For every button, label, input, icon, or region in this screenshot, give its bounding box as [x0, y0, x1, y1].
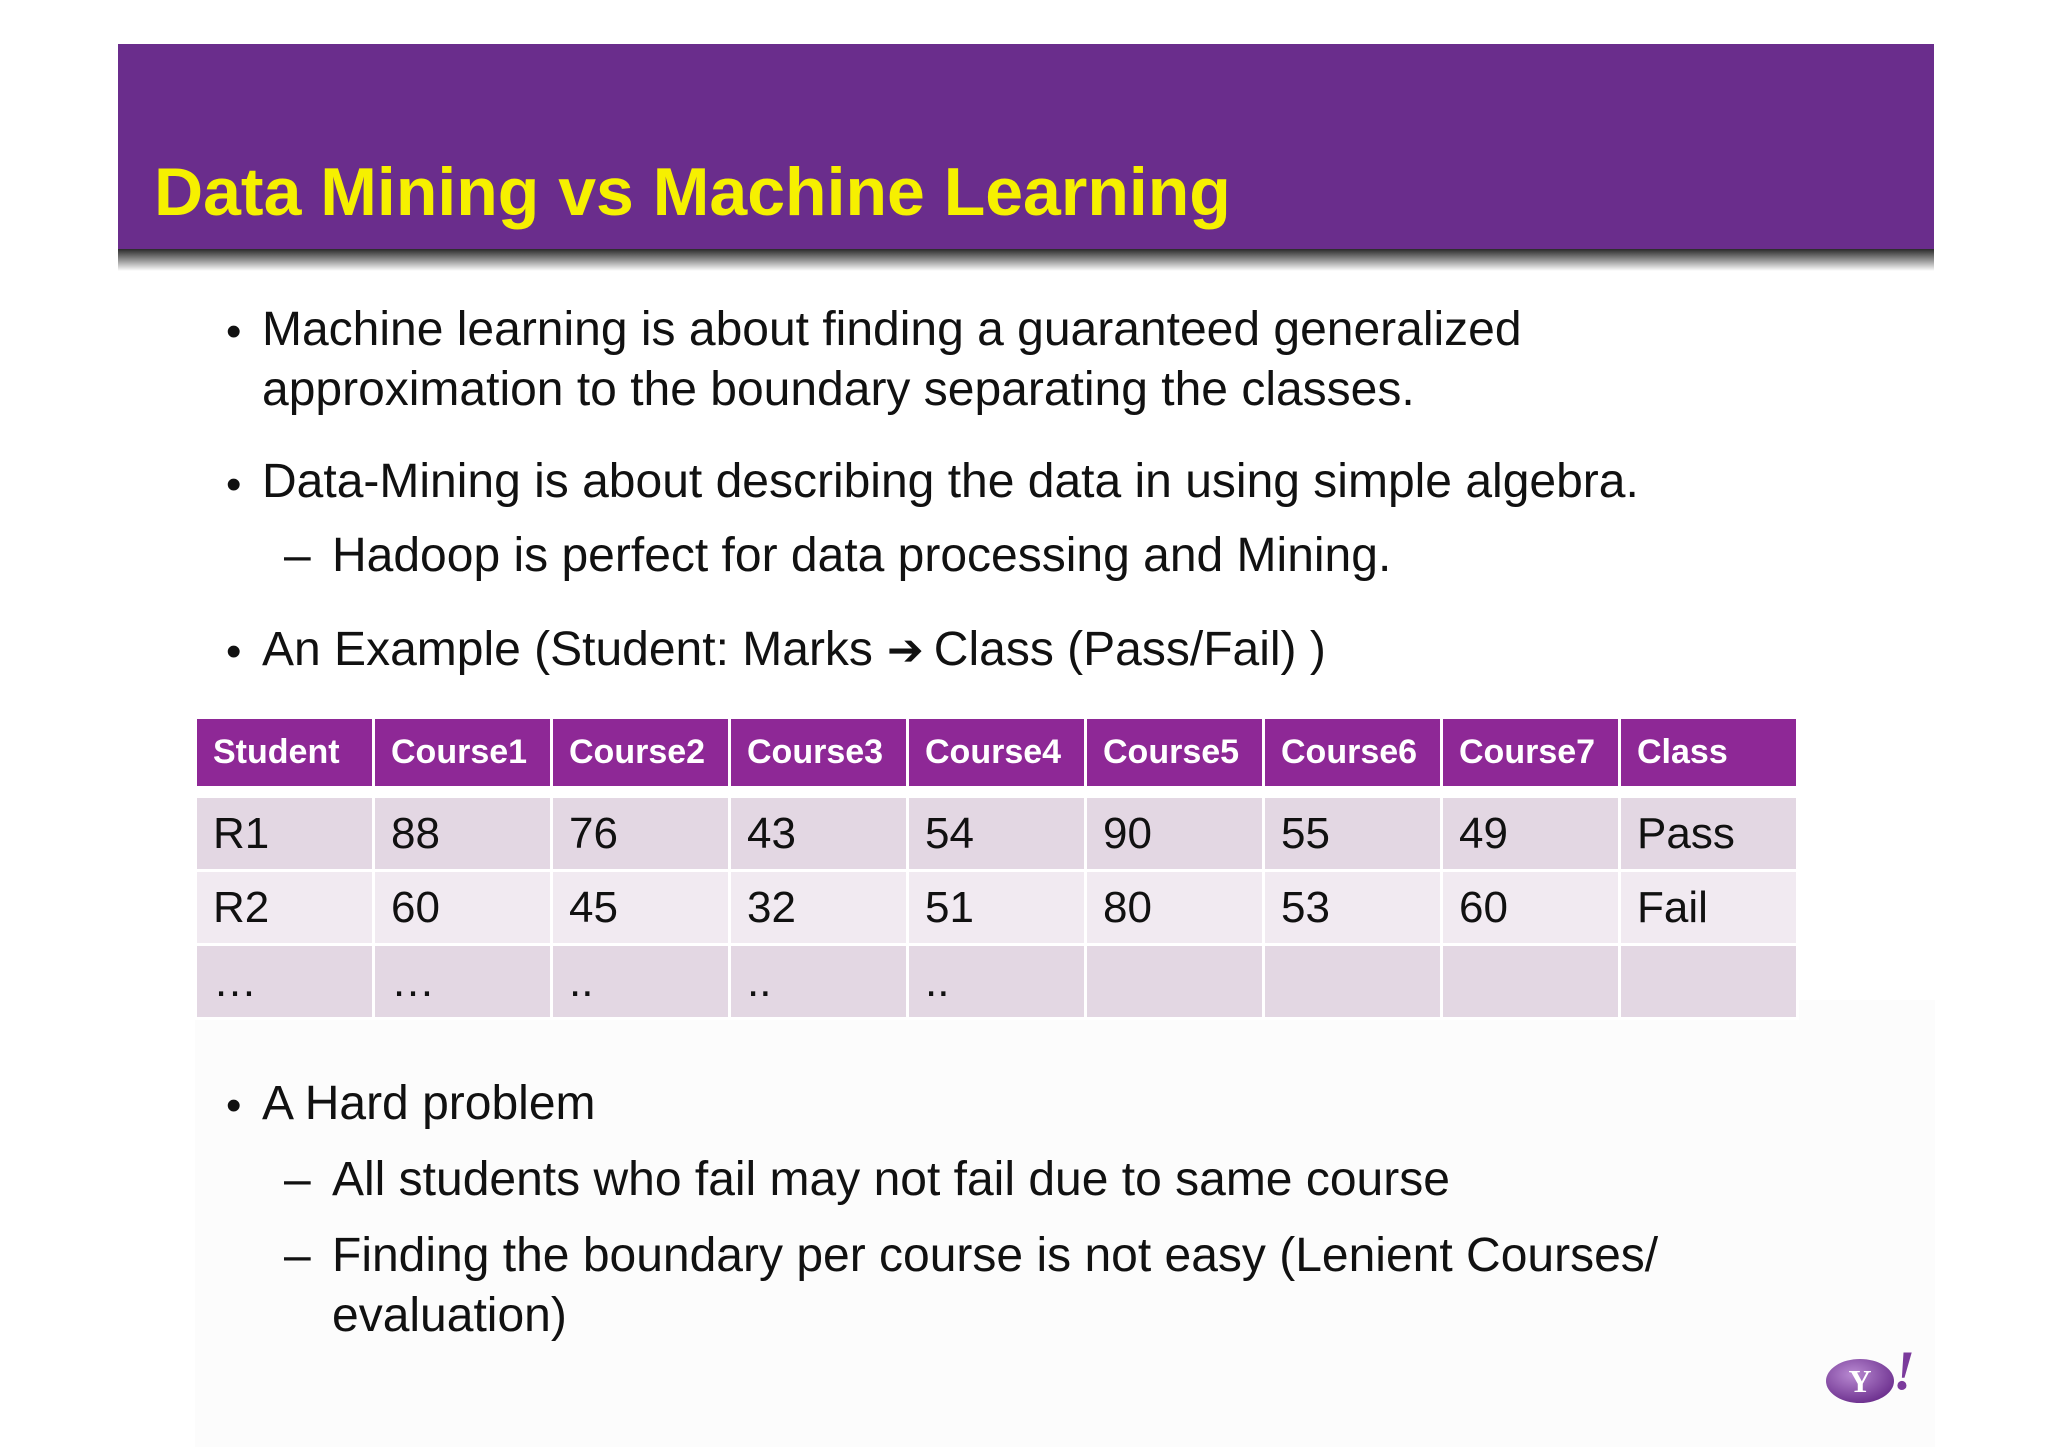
table-cell: 32: [731, 872, 906, 943]
dash-marker: –: [284, 1229, 311, 1282]
table-header-cell: Course7: [1443, 719, 1618, 786]
table-cell: ..: [731, 946, 906, 1017]
table-cell: 80: [1087, 872, 1262, 943]
table-header-cell: Class: [1621, 719, 1796, 786]
table-header-cell: Course6: [1265, 719, 1440, 786]
table-cell: 49: [1443, 798, 1618, 869]
bullet-marker: •: [226, 627, 242, 676]
dash-marker: –: [284, 529, 311, 582]
bullet-data-mining: Data-Mining is about describing the data in using simple algebra.: [262, 455, 1639, 508]
table-cell: 53: [1265, 872, 1440, 943]
content-background: [195, 1000, 1935, 1447]
table-cell: 76: [553, 798, 728, 869]
table-header-row: [197, 719, 1796, 786]
table-cell: 51: [909, 872, 1084, 943]
table-header-cell: Course4: [909, 719, 1084, 786]
table-cell: 55: [1265, 798, 1440, 869]
table-row: [197, 872, 1796, 943]
right-arrow-icon: ➔: [886, 625, 924, 676]
table-cell: 88: [375, 798, 550, 869]
table-header-cell: Course1: [375, 719, 550, 786]
bullet-example: [262, 620, 1326, 681]
table-header-cell: Course5: [1087, 719, 1262, 786]
table-cell: ..: [909, 946, 1084, 1017]
table-cell: 60: [1443, 872, 1618, 943]
table-cell: R2: [197, 872, 372, 943]
table-cell: R1: [197, 798, 372, 869]
bullet-ml-line2: approximation to the boundary separating the classes.: [262, 363, 1415, 416]
svg-text:Y: Y: [1848, 1363, 1872, 1399]
table-row: [197, 798, 1796, 869]
table-cell: [1621, 946, 1796, 1017]
student-marks-table: [194, 716, 1799, 1020]
bullet-marker: •: [226, 460, 242, 509]
table-cell: [1443, 946, 1618, 1017]
sub-bullet-hadoop: Hadoop is perfect for data processing and Mining.: [332, 529, 1392, 582]
bullet-marker: •: [226, 1081, 242, 1130]
table-header-cell: Student: [197, 719, 372, 786]
table-header-cell: Course2: [553, 719, 728, 786]
table-header-cell: Course3: [731, 719, 906, 786]
slide-title: Data Mining vs Machine Learning: [154, 154, 1231, 230]
example-text-start: An Example (Student: Marks: [262, 623, 873, 676]
table-cell: 90: [1087, 798, 1262, 869]
sub-bullet-fail-course: All students who fail may not fail due to same course: [332, 1153, 1450, 1206]
yahoo-logo: [1824, 1345, 1920, 1407]
table-cell: 60: [375, 872, 550, 943]
table-cell: Fail: [1621, 872, 1796, 943]
table-cell: ..: [553, 946, 728, 1017]
table-row: [197, 946, 1796, 1017]
table-cell: …: [197, 946, 372, 1017]
table-cell: 54: [909, 798, 1084, 869]
sub-bullet-boundary-line2: evaluation): [332, 1289, 567, 1342]
dash-marker: –: [284, 1153, 311, 1206]
sub-bullet-boundary-line1: Finding the boundary per course is not easy (Lenient Courses/: [332, 1229, 1659, 1282]
title-bar-shadow: [118, 249, 1934, 271]
table-cell: Pass: [1621, 798, 1796, 869]
table-cell: 43: [731, 798, 906, 869]
svg-text:!: !: [1893, 1345, 1915, 1402]
table-cell: 45: [553, 872, 728, 943]
bullet-ml-line1: Machine learning is about finding a guaranteed generalized: [262, 303, 1522, 356]
bullet-marker: •: [226, 307, 242, 356]
example-text-end: Class (Pass/Fail) ): [933, 623, 1326, 676]
table-header-separator: [197, 789, 1796, 795]
table-cell: …: [375, 946, 550, 1017]
table-cell: [1087, 946, 1262, 1017]
table-cell: [1265, 946, 1440, 1017]
bullet-hard-problem: A Hard problem: [262, 1077, 596, 1130]
